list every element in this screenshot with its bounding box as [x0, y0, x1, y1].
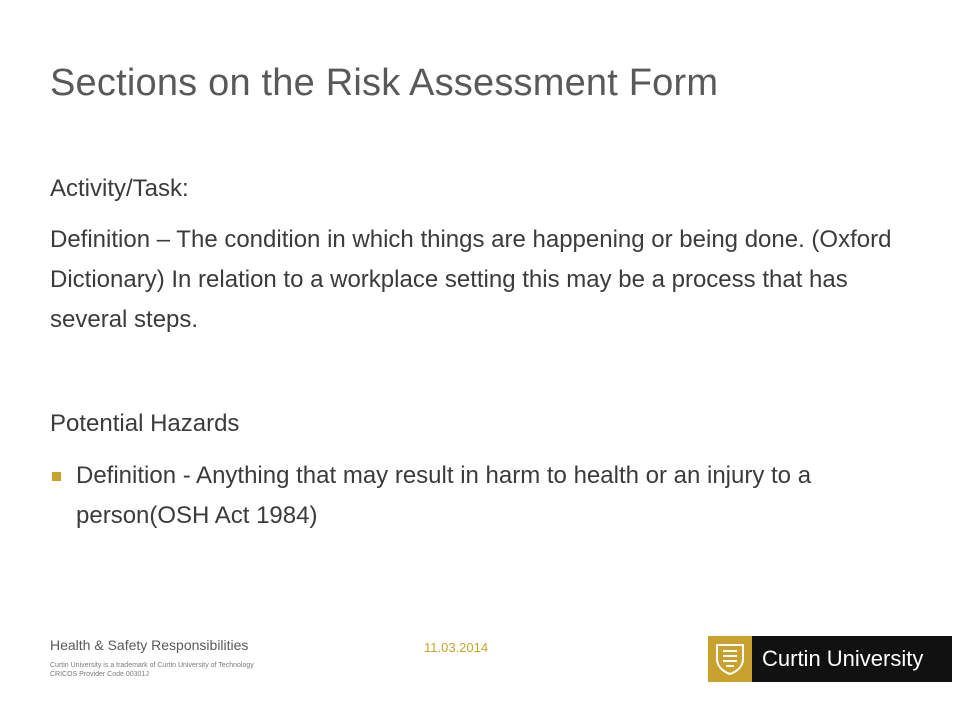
footer-title: Health & Safety Responsibilities [50, 637, 249, 653]
slide-title: Sections on the Risk Assessment Form [50, 62, 719, 104]
square-bullet-icon [52, 472, 61, 481]
footer-trademark: Curtin University is a trademark of Curtin University of Technology [50, 662, 254, 669]
bullet-text: Definition - Anything that may result in harm to health or an injury to a person(OSH Act 1984) [76, 462, 812, 529]
footer-cricos: CRICOS Provider Code 00301J [50, 671, 149, 678]
footer-date: 11.03.2014 [424, 640, 489, 655]
curtin-logo [708, 636, 952, 682]
section-text-activity: Definition – The condition in which things are happening or being done. (Oxford Dictionary) In relation to a workplace setting this may be a process that has several steps. [50, 226, 892, 333]
curtin-shield-icon [708, 636, 752, 682]
section-heading-activity: Activity/Task: [50, 175, 189, 202]
footer-legal [50, 661, 254, 679]
bullet-item [50, 456, 930, 536]
slide-body [50, 172, 930, 536]
logo-wordmark: Curtin University [752, 636, 952, 682]
section-heading-hazards: Potential Hazards [50, 410, 240, 437]
